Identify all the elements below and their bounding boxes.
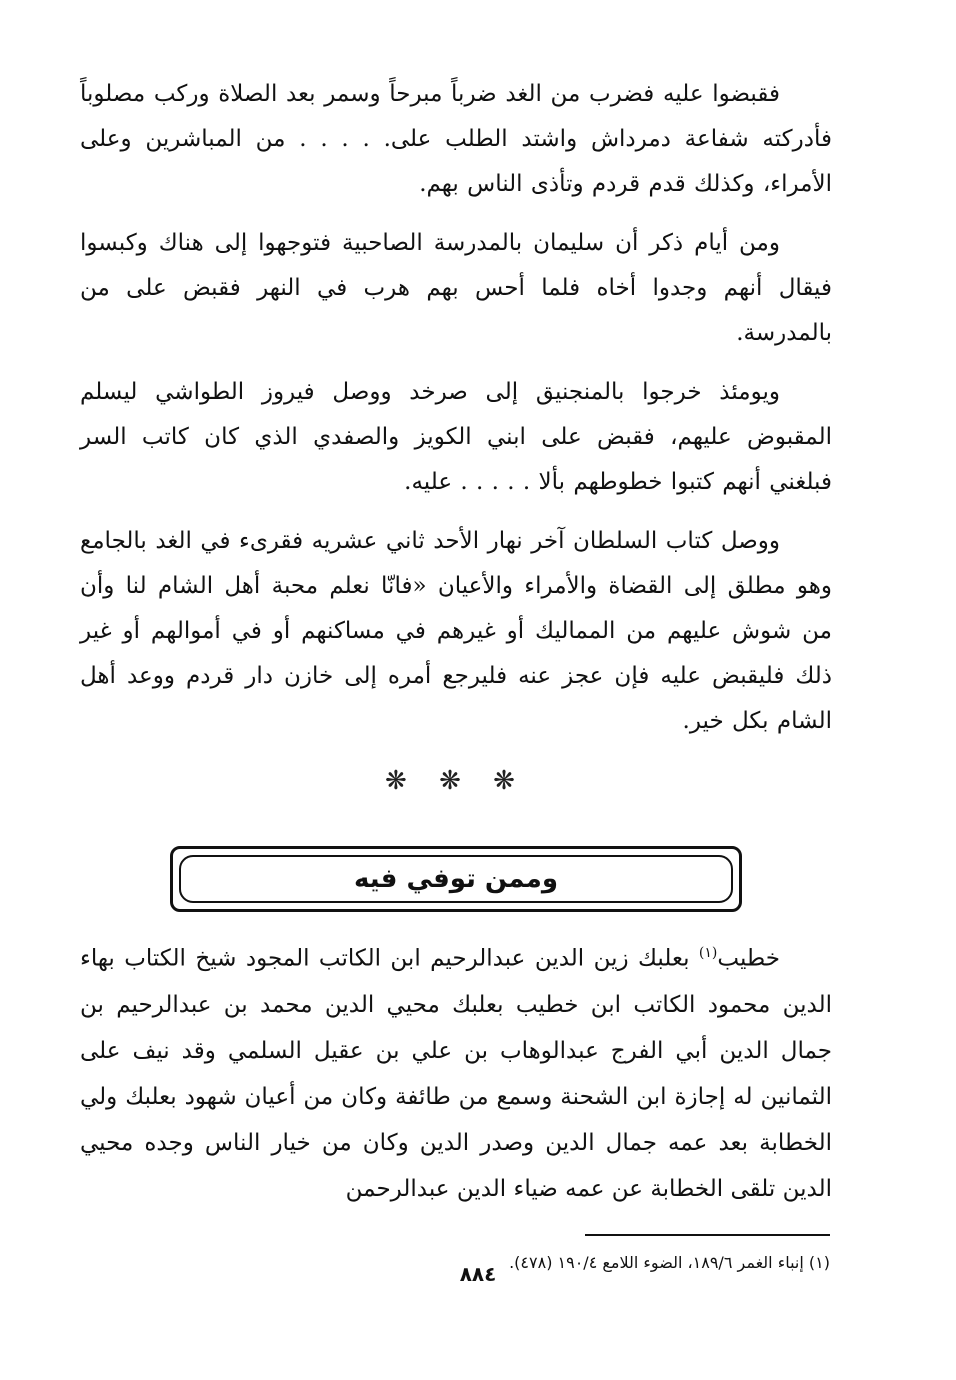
section-heading: وممن توفي فيه bbox=[179, 855, 733, 903]
page-number: ٨٨٤ bbox=[459, 1262, 497, 1286]
biography-text: بعلبك زين الدين عبدالرحيم ابن الكاتب المجود شيخ الكتاب بهاء الدين محمود الكاتب ابن خطيب بعلبك محيي الدين محمد بن عبدالرحيم بن جمال الدين أبي الفرج عبدالوهاب بن علي بن عقيل السلمي وقد نيف على الثمانين له إجازة ابن الشحنة وسمع من طائفة وكان من أعيان شهود بعلبك ولي الخطابة بعد عمه جمال الدين وصدر الدين وكان من خيار الناس وجده محيي الدين تلقى الخطابة عن عمه ضياء الدين عبدالرحمن bbox=[80, 945, 832, 1202]
paragraph-3: ويومئذ خرجوا بالمنجنيق إلى صرخد ووصل فيروز الطواشي ليسلم المقبوض عليهم، فقبض على ابني الكويز والصفدي الذي كان كاتب السر فبلغني أنهم كتبوا خطوطهم بألا . . . . . عليه. bbox=[80, 379, 832, 495]
biography-paragraph bbox=[80, 930, 832, 1212]
section-heading-frame bbox=[170, 846, 742, 912]
paragraph-4: ووصل كتاب السلطان آخر نهار الأحد ثاني عشريه فقرىء في الغد بالجامع وهو مطلق إلى القضاة والأمراء والأعيان «فانّا نعلم محبة أهل الشام لنا وأن من شوش عليهم من المماليك أو غيرهم في مساكنهم أو في أموالهم أو غير ذلك فليقبض عليه فإن عجز عنه فليرجع أمره إلى خازن دار قردم ووعد أهل الشام بكل خير. bbox=[80, 528, 832, 734]
footnote-1: (١) إنباء الغمر ١٨٩/٦، الضوء اللامع ١٩٠/٤ (٤٧٨). bbox=[509, 1252, 830, 1272]
footnote-divider bbox=[585, 1234, 830, 1236]
paragraph-1: فقبضوا عليه فضرب من الغد ضرباً مبرحاً وسمر بعد الصلاة وركب مصلوباً فأدركته شفاعة دمرداش واشتد الطلب على. . . . . من المباشرين وعلى الأمراء، وكذلك قدم قردم وتأذى الناس بهم. bbox=[80, 81, 832, 197]
paragraph-2: ومن أيام ذكر أن سليمان بالمدرسة الصاحبية فتوجهوا إلى هناك وكبسوا فيقال أنهم وجدوا أخاه فلما أحس بهم هرب في النهر فقبض على من بالمدرسة. bbox=[80, 230, 832, 346]
footnote-reference[interactable]: (١) bbox=[698, 945, 718, 961]
biography-first-word: خطيب bbox=[717, 945, 780, 972]
section-ornament: ❋ ❋ ❋ bbox=[385, 766, 527, 796]
page-body bbox=[80, 72, 832, 1276]
